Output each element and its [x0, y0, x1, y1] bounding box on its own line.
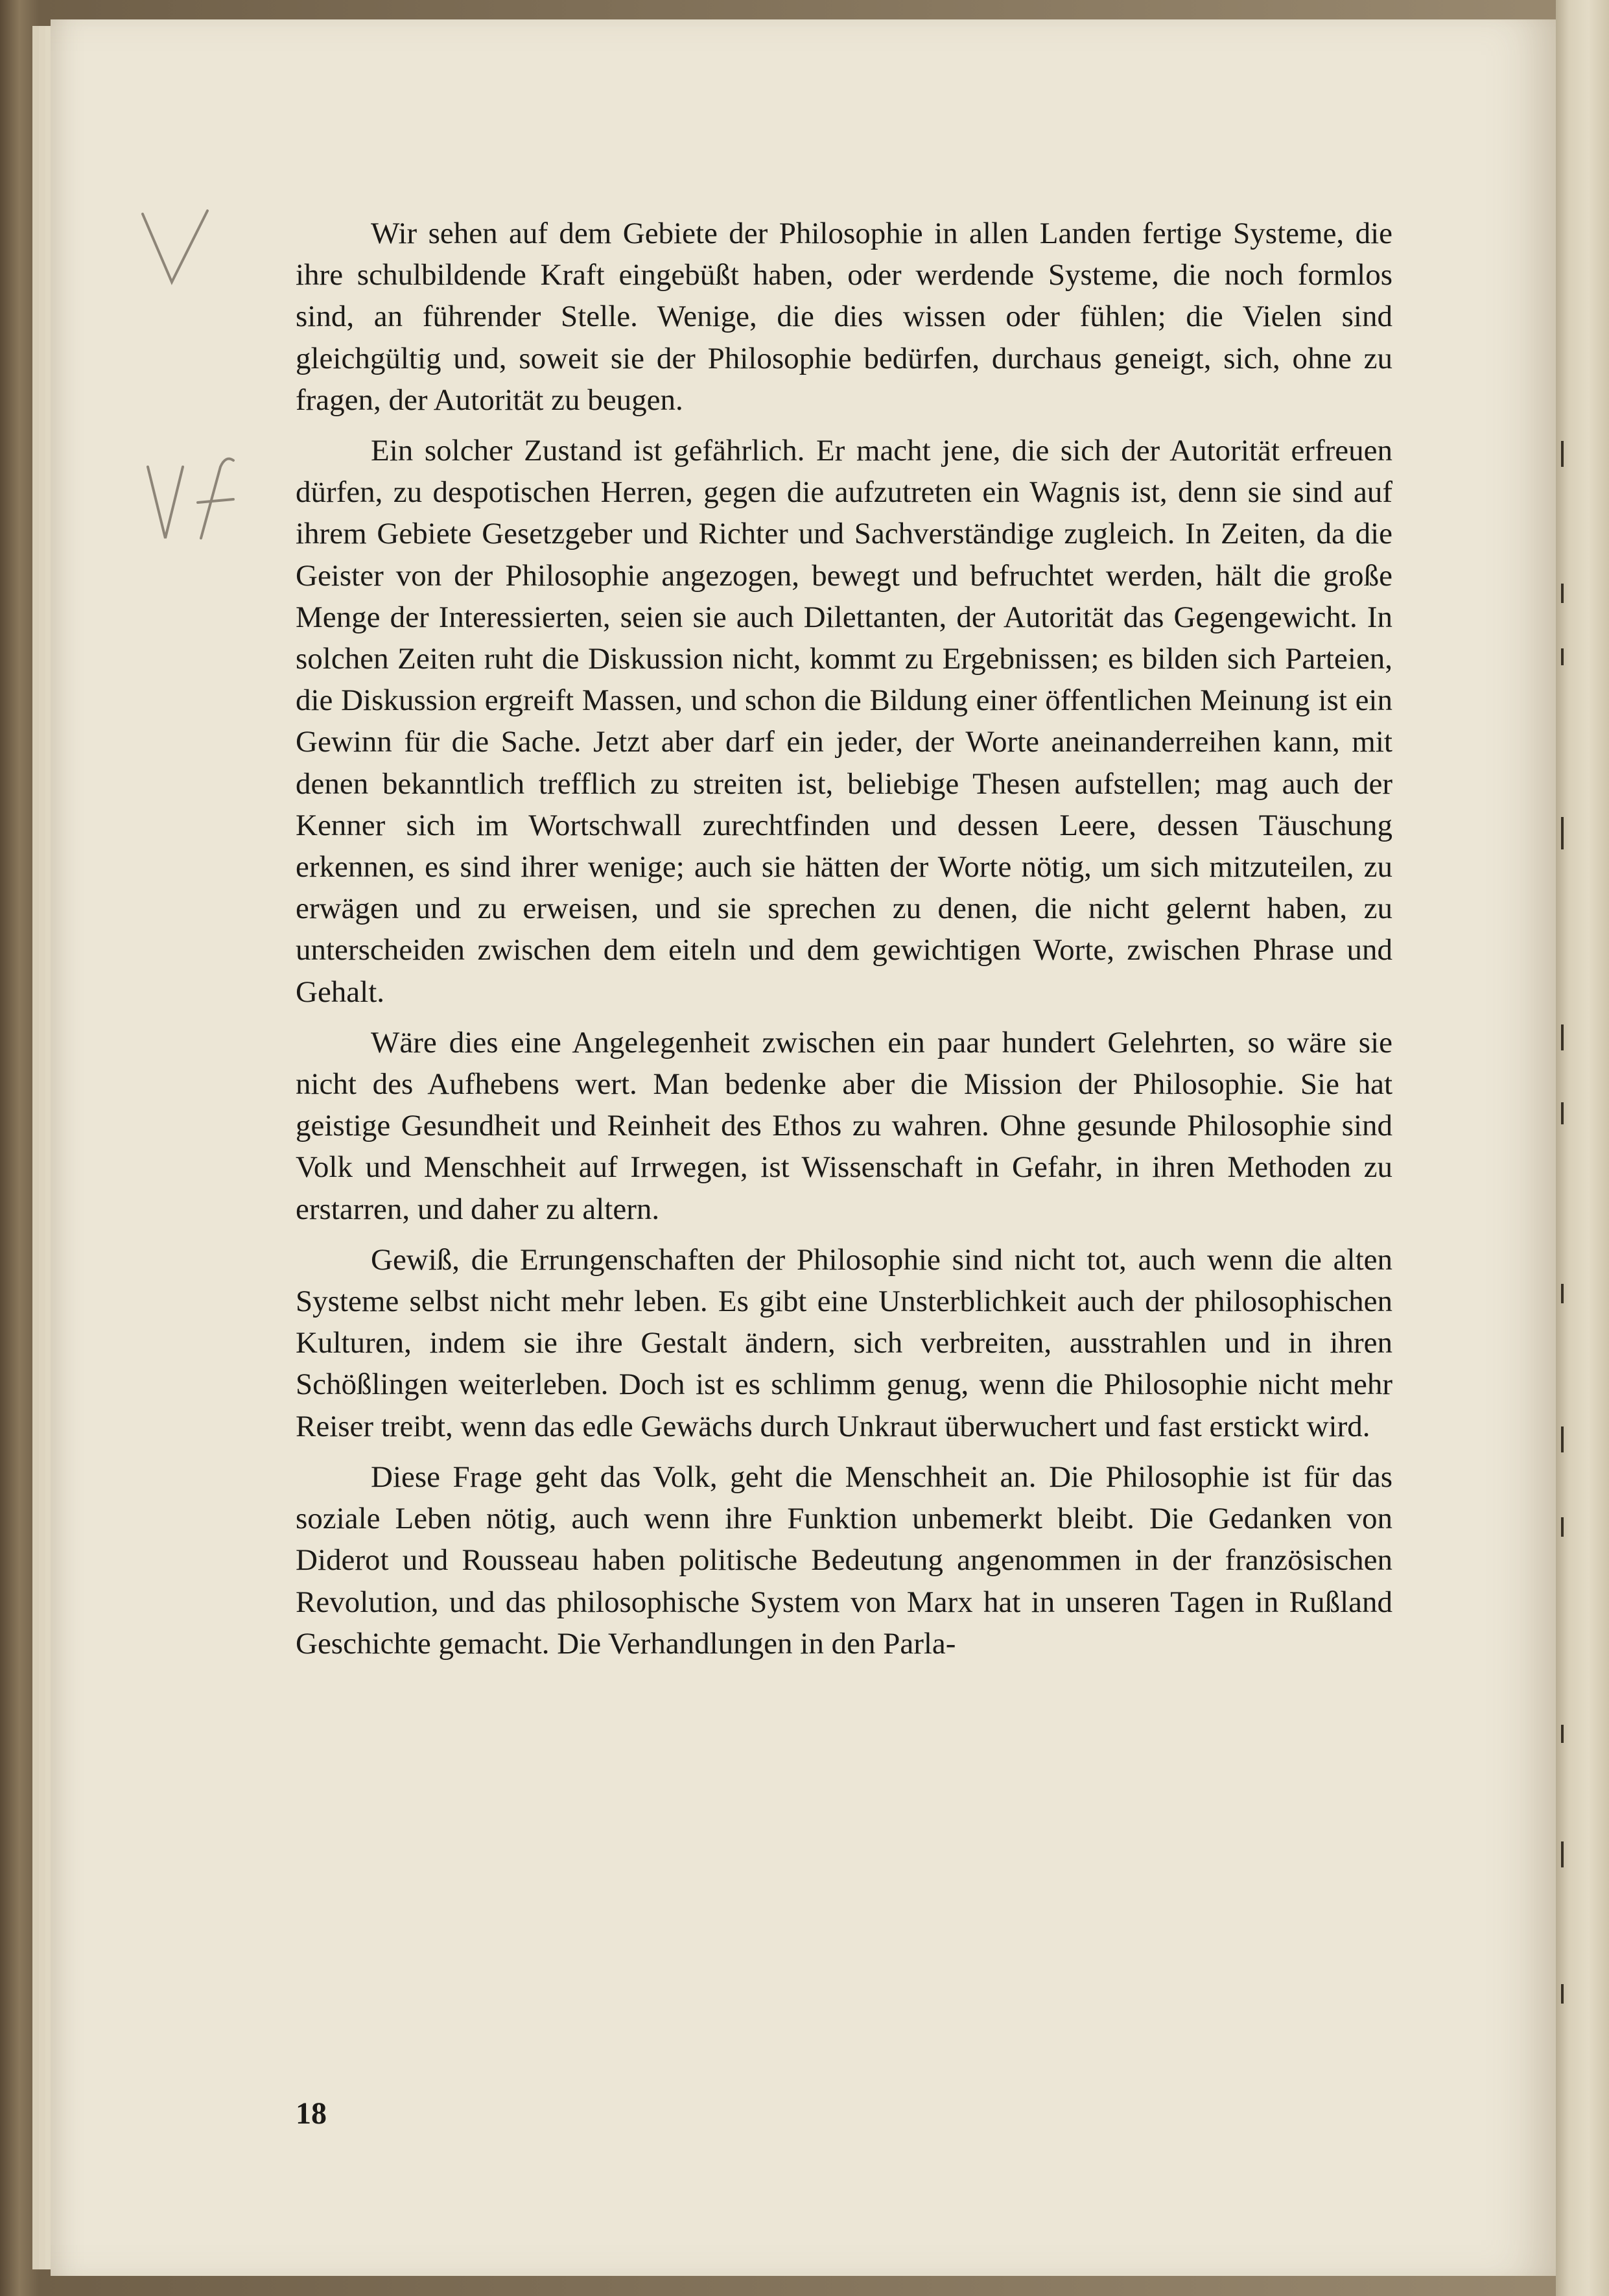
pencil-mark-vf-text: Vf	[143, 454, 144, 455]
paragraph: Wir sehen auf dem Gebiete der Philosophie in allen Landen fertige Systeme, die ihre schulbildende Kraft eingebüßt haben, oder werdende Systeme, die noch formlos sind, an führender Stelle. Wenige, die dies wissen oder fühlen; die Vielen sind gleichgültig und, soweit sie der Philosophie bedürfen, durchaus geneigt, sich, ohne zu fragen, der Autorität zu beugen.	[296, 217, 1392, 417]
body-text	[296, 213, 1392, 1674]
paragraph: Ein solcher Zustand ist gefährlich. Er macht jene, die sich der Autorität erfreuen dürfen, zu despotischen Herren, gegen die aufzutreten ein Wagnis ist, denn sie sind auf ihrem Gebiete Gesetzgeber und Richter und Sachverständige zugleich. In Zeiten, da die Geister von der Philosophie angezogen, bewegt und befruchtet werden, hält die große Menge der Interessierten, seien sie auch Dilettanten, der Autorität das Gegengewicht. In solchen Zeiten ruht die Diskussion nicht, kommt zu Ergebnissen; es bilden sich Parteien, die Diskussion ergreift Massen, und schon die Bildung einer öffentlichen Meinung ist ein Gewinn für die Sache. Jetzt aber darf ein jeder, der Worte aneinanderreihen kann, mit denen bekanntlich trefflich zu streiten ist, beliebige Thesen aufstellen; mag auch der Kenner sich im Wortschwall zurechtfinden und dessen Leere, dessen Täuschung erkennen, es sind ihrer wenige; auch sie hätten der Worte nötig, um sich mitzuteilen, zu erwägen und zu erweisen, und sie sprechen zu denen, die nicht gelernt haben, zu unterscheiden zwischen dem eiteln und dem gewichtigen Worte, zwischen Phrase und Gehalt.	[296, 434, 1392, 1009]
binding-marks	[1561, 182, 1568, 2127]
paragraph: Diese Frage geht das Volk, geht die Menschheit an. Die Philosophie ist für das soziale Leben nötig, auch wenn ihre Funktion unbemerkt bleibt. Die Gedanken von Diderot und Rousseau haben politische Bedeutung angenommen in der französischen Revolution, und das philosophische System von Marx hat in unseren Tagen in Rußland Geschichte gemacht. Die Verhandlungen in den Parla-	[296, 1460, 1392, 1661]
paragraph: Wäre dies eine Angelegenheit zwischen ein paar hundert Gelehrten, so wäre sie nicht des Aufhebens wert. Man bedenke aber die Mission der Philosophie. Sie hat geistige Gesundheit und Reinheit des Ethos zu wahren. Ohne gesunde Philosophie sind Volk und Menschheit auf Irrwegen, ist Wissenschaft in Gefahr, in ihren Methoden zu erstarren, und daher zu altern.	[296, 1025, 1392, 1226]
paragraph: Gewiß, die Errungenschaften der Philosophie sind nicht tot, auch wenn die alten Systeme selbst nicht mehr leben. Es gibt eine Unsterblichkeit auch der philosophischen Kulturen, indem sie ihre Gestalt ändern, sich verbreiten, ausstrahlen und in ihren Schößlingen weiterleben. Doch ist es schlimm genug, wenn die Philosophie nicht mehr Reiser treibt, wenn das edle Gewächs durch Unkraut überwuchert und fast erstickt wird.	[296, 1242, 1392, 1443]
page-number: 18	[296, 2096, 327, 2131]
pencil-mark-vf	[143, 454, 246, 551]
pencil-mark-v	[136, 207, 214, 292]
pencil-mark-v-text: V	[136, 207, 137, 208]
